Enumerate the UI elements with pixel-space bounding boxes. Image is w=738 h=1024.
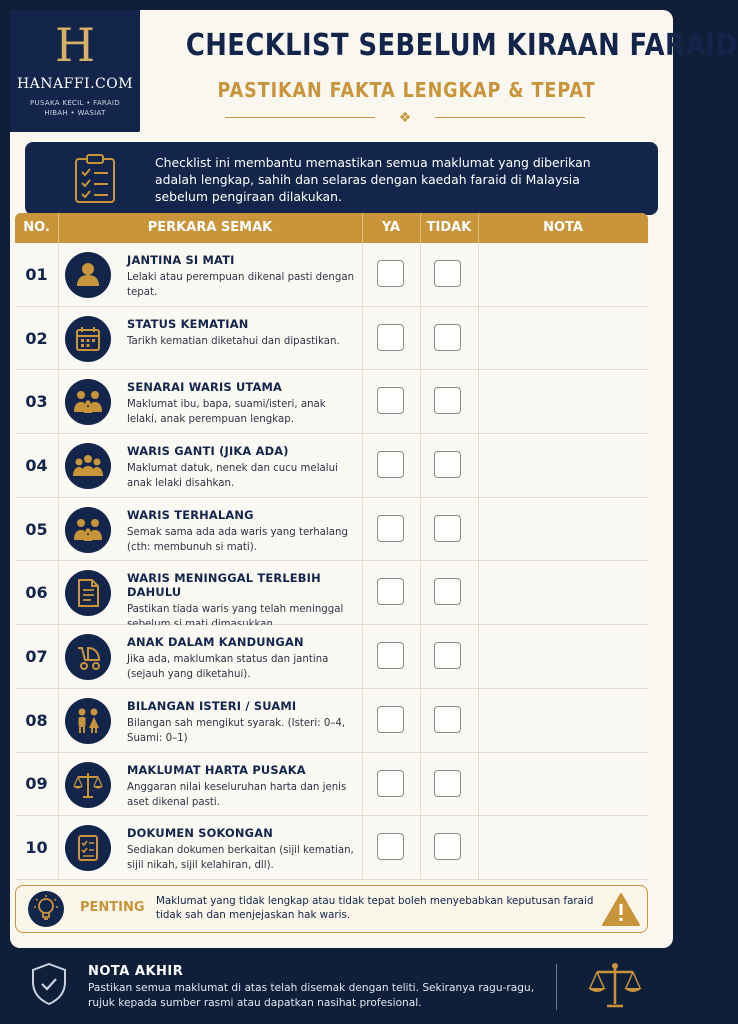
header-ya: YA: [381, 220, 401, 235]
ya-checkbox[interactable]: [377, 833, 404, 860]
nota-field[interactable]: [479, 625, 648, 688]
row-title: WARIS TERHALANG: [127, 507, 254, 522]
warning-icon: [601, 892, 641, 928]
person-icon: [65, 252, 111, 298]
footer-text: Pastikan semua maklumat di atas telah disemak dengan teliti. Sekiranya ragu-ragu, rujuk kepada sumber rasmi atau dapatkan nasihat profesional.: [88, 982, 535, 1009]
family-icon: [65, 379, 111, 425]
table-row: [15, 689, 648, 753]
row-description: Bilangan sah mengikut syarak. (Isteri: 0–4, Suami: 0–1): [127, 717, 346, 744]
row-description: Maklumat ibu, bapa, suami/isteri, anak lelaki, anak perempuan lengkap.: [127, 399, 326, 426]
header-no: NO.: [23, 220, 50, 235]
family-icon: [65, 507, 111, 553]
nota-field[interactable]: [479, 561, 648, 624]
tidak-checkbox[interactable]: [434, 578, 461, 605]
row-number: 10: [25, 838, 48, 858]
row-description: Sediakan dokumen berkaitan (sijil kematian, sijil nikah, sijil kelahiran, dll).: [127, 845, 354, 872]
row-title: MAKLUMAT HARTA PUSAKA: [127, 762, 306, 777]
row-description: Lelaki atau perempuan dikenal pasti dengan tepat.: [127, 272, 355, 298]
nota-field[interactable]: [479, 816, 648, 879]
lightbulb-icon: [28, 891, 64, 927]
checklist-table: [15, 213, 648, 880]
justice-scale-icon: [585, 960, 645, 1012]
ya-checkbox[interactable]: [377, 770, 404, 797]
important-label: PENTING: [80, 900, 145, 915]
tidak-checkbox[interactable]: [434, 324, 461, 351]
row-title: BILANGAN ISTERI / SUAMI: [127, 698, 297, 713]
nota-field[interactable]: [479, 307, 648, 370]
row-title: JANTINA SI MATI: [127, 253, 235, 267]
row-title: DOKUMEN SOKONGAN: [127, 826, 273, 841]
footer-divider: [556, 964, 557, 1010]
row-description: Pastikan tiada waris yang telah meninggal: [127, 604, 344, 616]
nota-field[interactable]: [479, 370, 648, 433]
table-row: [15, 243, 648, 307]
footer-title: NOTA AKHIR: [88, 964, 184, 979]
page-title: CHECKLIST SEBELUM KIRAAN FARAID: [185, 28, 738, 63]
row-number: 03: [25, 392, 48, 412]
row-description: Jika ada, maklumkan status dan jantina (sejauh yang diketahui).: [127, 654, 329, 681]
nota-field[interactable]: [479, 498, 648, 561]
group-icon: [65, 443, 111, 489]
row-number: 06: [25, 583, 48, 603]
intro-banner: [25, 142, 658, 215]
tidak-checkbox[interactable]: [434, 260, 461, 287]
nota-field[interactable]: [479, 434, 648, 497]
couple-icon: [65, 698, 111, 744]
ya-checkbox[interactable]: [377, 451, 404, 478]
table-row: [15, 753, 648, 817]
nota-field[interactable]: [479, 753, 648, 816]
tidak-checkbox[interactable]: [434, 451, 461, 478]
table-row: [15, 816, 648, 880]
row-description: Semak sama ada ada waris yang terhalang (cth: membunuh si mati).: [127, 526, 348, 553]
title-ornament: ❖: [225, 110, 585, 126]
tidak-checkbox[interactable]: [434, 387, 461, 414]
page-subtitle: PASTIKAN FAKTA LENGKAP & TEPAT: [217, 78, 596, 102]
row-title: STATUS KEMATIAN: [127, 316, 249, 331]
table-body: [15, 243, 648, 880]
table-row: [15, 370, 648, 434]
nota-field[interactable]: [479, 243, 648, 306]
important-text: Maklumat yang tidak lengkap atau tidak tepat boleh menyebabkan keputusan faraid tidak sah dan menjejaskan hak waris.: [156, 895, 594, 921]
row-title: WARIS GANTI (JIKA ADA): [127, 444, 289, 459]
document-icon: [65, 570, 111, 616]
table-row: [15, 307, 648, 371]
ya-checkbox[interactable]: [377, 515, 404, 542]
tidak-checkbox[interactable]: [434, 770, 461, 797]
header-nota: NOTA: [543, 220, 583, 235]
row-number: 08: [25, 710, 48, 730]
calendar-icon: [65, 316, 111, 362]
tidak-checkbox[interactable]: [434, 515, 461, 542]
logo-brand-name: HANAFFI.COM: [16, 76, 134, 92]
header-perkara: PERKARA SEMAK: [147, 220, 273, 235]
row-number: 07: [25, 646, 48, 666]
scale-icon: [65, 762, 111, 808]
row-number: 09: [25, 774, 48, 794]
clipboard-checklist-icon: [73, 154, 117, 204]
ya-checkbox[interactable]: [377, 324, 404, 351]
ya-checkbox[interactable]: [377, 578, 404, 605]
ya-checkbox[interactable]: [377, 260, 404, 287]
row-number: 02: [25, 328, 48, 348]
brand-logo[interactable]: [10, 10, 140, 132]
important-notice: [15, 885, 648, 933]
table-row: [15, 434, 648, 498]
shield-check-icon: [30, 962, 68, 1006]
row-title: SENARAI WARIS UTAMA: [127, 380, 283, 395]
row-description: Anggaran nilai keseluruhan harta dan jenis aset dikenal pasti.: [127, 781, 347, 808]
row-description: Maklumat datuk, nenek dan cucu melalui anak lelaki disahkan.: [127, 463, 338, 490]
footer: [0, 950, 683, 1024]
tidak-checkbox[interactable]: [434, 706, 461, 733]
table-row: [15, 498, 648, 562]
row-description: Tarikh kematian diketahui dan dipastikan.: [127, 335, 340, 347]
row-number: 05: [25, 519, 48, 539]
logo-tagline-1: PUSAKA KECIL • FARAID: [30, 99, 120, 107]
row-title: ANAK DALAM KANDUNGAN: [127, 635, 304, 650]
logo-tagline-2: HIBAH • WASIAT: [44, 109, 106, 117]
ya-checkbox[interactable]: [377, 642, 404, 669]
table-row: [15, 561, 648, 625]
tidak-checkbox[interactable]: [434, 833, 461, 860]
row-title: WARIS MENINGGAL TERLEBIH DAHULU: [127, 571, 321, 600]
ya-checkbox[interactable]: [377, 387, 404, 414]
header-tidak: TIDAK: [426, 220, 472, 235]
nota-field[interactable]: [479, 689, 648, 752]
checklist-icon: [65, 825, 111, 871]
stroller-icon: [65, 634, 111, 680]
tidak-checkbox[interactable]: [434, 642, 461, 669]
ya-checkbox[interactable]: [377, 706, 404, 733]
row-number: 01: [25, 264, 48, 284]
table-header: [15, 213, 648, 243]
logo-monogram: H: [54, 18, 96, 72]
intro-text: Checklist ini membantu memastikan semua maklumat yang diberikan adalah lengkap, sahih dan selaras dengan kaedah faraid di Malaysia sebelum pengiraan dilakukan.: [155, 155, 591, 204]
table-row: [15, 625, 648, 689]
row-number: 04: [25, 455, 48, 475]
